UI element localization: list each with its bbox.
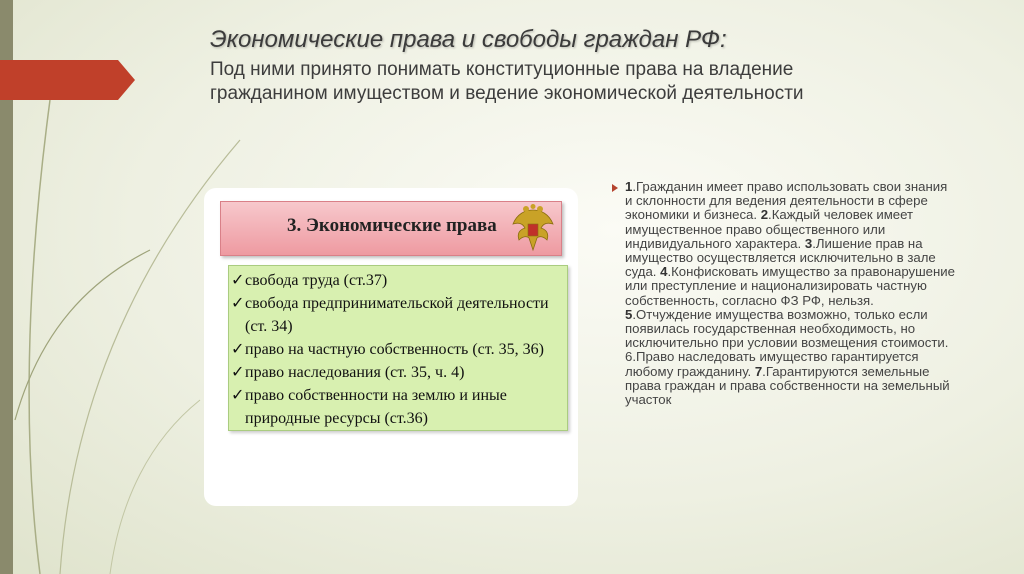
list-item: ✓ свобода труда (ст.37) xyxy=(229,269,567,292)
checkmark-icon: ✓ xyxy=(231,364,245,381)
coat-of-arms-icon xyxy=(511,204,555,254)
slide-title: Экономические права и свободы граждан РФ: xyxy=(210,26,727,53)
checkmark-icon: ✓ xyxy=(231,272,245,289)
checkmark-icon: ✓ xyxy=(231,295,245,312)
red-arrow-shape xyxy=(0,60,135,100)
list-item: ✓ право собственности на землю и иные природные ресурсы (ст.36) xyxy=(229,384,567,430)
slide-subtitle: Под ними принято понимать конституционные права на владение гражданином имуществом и ведение экономической деятельности xyxy=(210,59,804,104)
list-item: ✓ право на частную собственность (ст. 35, 36) xyxy=(229,338,567,361)
card-header-title: 3. Экономические права xyxy=(287,215,497,236)
card-header xyxy=(220,201,562,256)
checkmark-icon: ✓ xyxy=(231,387,245,404)
checkmark-icon: ✓ xyxy=(231,341,245,358)
rights-card xyxy=(204,188,578,506)
list-item: ✓ свобода предпринимательской деятельности (ст. 34) xyxy=(229,292,567,338)
rights-list xyxy=(228,265,568,431)
bullet-arrow-icon xyxy=(612,184,618,192)
list-item: ✓ право наследования (ст. 35, ч. 4) xyxy=(229,361,567,384)
rights-description: 1.Гражданин имеет право использовать свои знания и склонности для ведения деятельности в сфере экономики и бизнеса. 2.Каждый человек имеет имущественное право общественного или индивидуального характера. 3.Лишение прав на имущество осуществляется исключительно в зале суда. 4.Конфисковать имущество за правонарушение или преступление и национализировать частную собственность, согласно ФЗ РФ, нельзя. 5.Отчуждение имущества возможно, только если появилась государственная необходимость, но исключительно при условии возмещения стоимости. 6.Право наследовать имущество гарантируется любому гражданину. 7.Гарантируются земельные права граждан и права собственности на земельный участок xyxy=(625,179,955,408)
